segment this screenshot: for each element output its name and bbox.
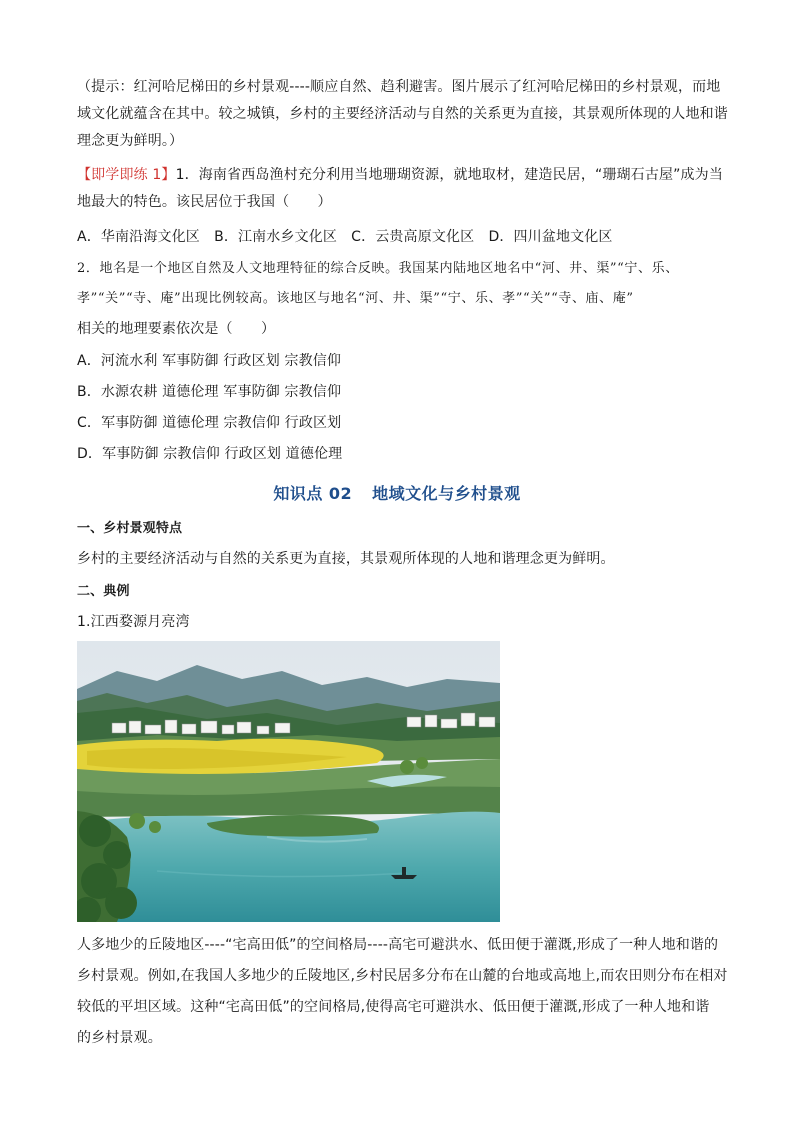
- hint-line-1: （提示：红河哈尼梯田的乡村景观----顺应自然、趋利避害。图片展示了红河哈尼梯田的乡村景观，而地: [77, 79, 721, 95]
- wuyuan-landscape-photo: [77, 641, 500, 922]
- practice-q2-line-2: 孝”“关”“寺、庵”出现比例较高。该地区与地名“河、井、渠”“宁、乐、孝”“关”“寺、庙、庵”: [77, 291, 634, 306]
- paragraph-example-line-2: 乡村景观。例如,在我国人多地少的丘陵地区,乡村民居多分布在山麓的台地或高地上,而农田则分布在相对: [77, 968, 728, 984]
- practice-q1-line-2: 地最大的特色。该民居位于我国（ ）: [77, 194, 332, 210]
- practice-tag: 【即学即练 1】: [77, 167, 176, 183]
- paragraph-landscape-features: 乡村的主要经济活动与自然的关系更为直接，其景观所体现的人地和谐理念更为鲜明。: [77, 551, 615, 567]
- q2-option-c: C．军事防御 道德伦理 宗教信仰 行政区划: [77, 415, 342, 431]
- practice-q1-options: A．华南沿海文化区 B．江南水乡文化区 C．云贵高原文化区 D．四川盆地文化区: [77, 229, 613, 245]
- section-title: [0, 481, 794, 504]
- section-title-text: 地域文化与乡村景观: [372, 484, 521, 503]
- heading-examples: 二、典例: [77, 584, 130, 599]
- practice-q1-line-1: [77, 165, 727, 185]
- q2-option-b: B．水源农耕 道德伦理 军事防御 宗教信仰: [77, 384, 342, 400]
- q2-option-a: A．河流水利 军事防御 行政区划 宗教信仰: [77, 353, 342, 369]
- hint-line-2: 域文化就蕴含在其中。较之城镇，乡村的主要经济活动与自然的关系更为直接，其景观所体现的人地和谐: [77, 106, 728, 122]
- paragraph-example-line-4: 的乡村景观。: [77, 1030, 162, 1046]
- paragraph-example-line-3: 较低的平坦区域。这种“宅高田低”的空间格局,使得高宅可避洪水、低田便于灌溉,形成了一种人地和谐: [77, 999, 710, 1015]
- heading-landscape-features: 一、乡村景观特点: [77, 521, 183, 536]
- q2-option-d: D．军事防御 宗教信仰 行政区划 道德伦理: [77, 446, 343, 462]
- practice-q2-line-1: 2．地名是一个地区自然及人文地理特征的综合反映。我国某内陆地区地名中“河、井、渠”“宁、乐、: [77, 261, 679, 276]
- section-title-number: 知识点 02: [273, 484, 353, 503]
- practice-q2-line-3: 相关的地理要素依次是（ ）: [77, 321, 276, 337]
- example-title-wuyuan: 1.江西婺源月亮湾: [77, 614, 190, 630]
- hint-line-3: 理念更为鲜明。）: [77, 133, 184, 149]
- paragraph-example-line-1: 人多地少的丘陵地区----“宅高田低”的空间格局----高宅可避洪水、低田便于灌溉,形成了一种人地和谐的: [77, 937, 719, 953]
- q1-text: 1．海南省西岛渔村充分利用当地珊瑚资源，就地取材，建造民居，“珊瑚石古屋”成为当: [175, 167, 723, 183]
